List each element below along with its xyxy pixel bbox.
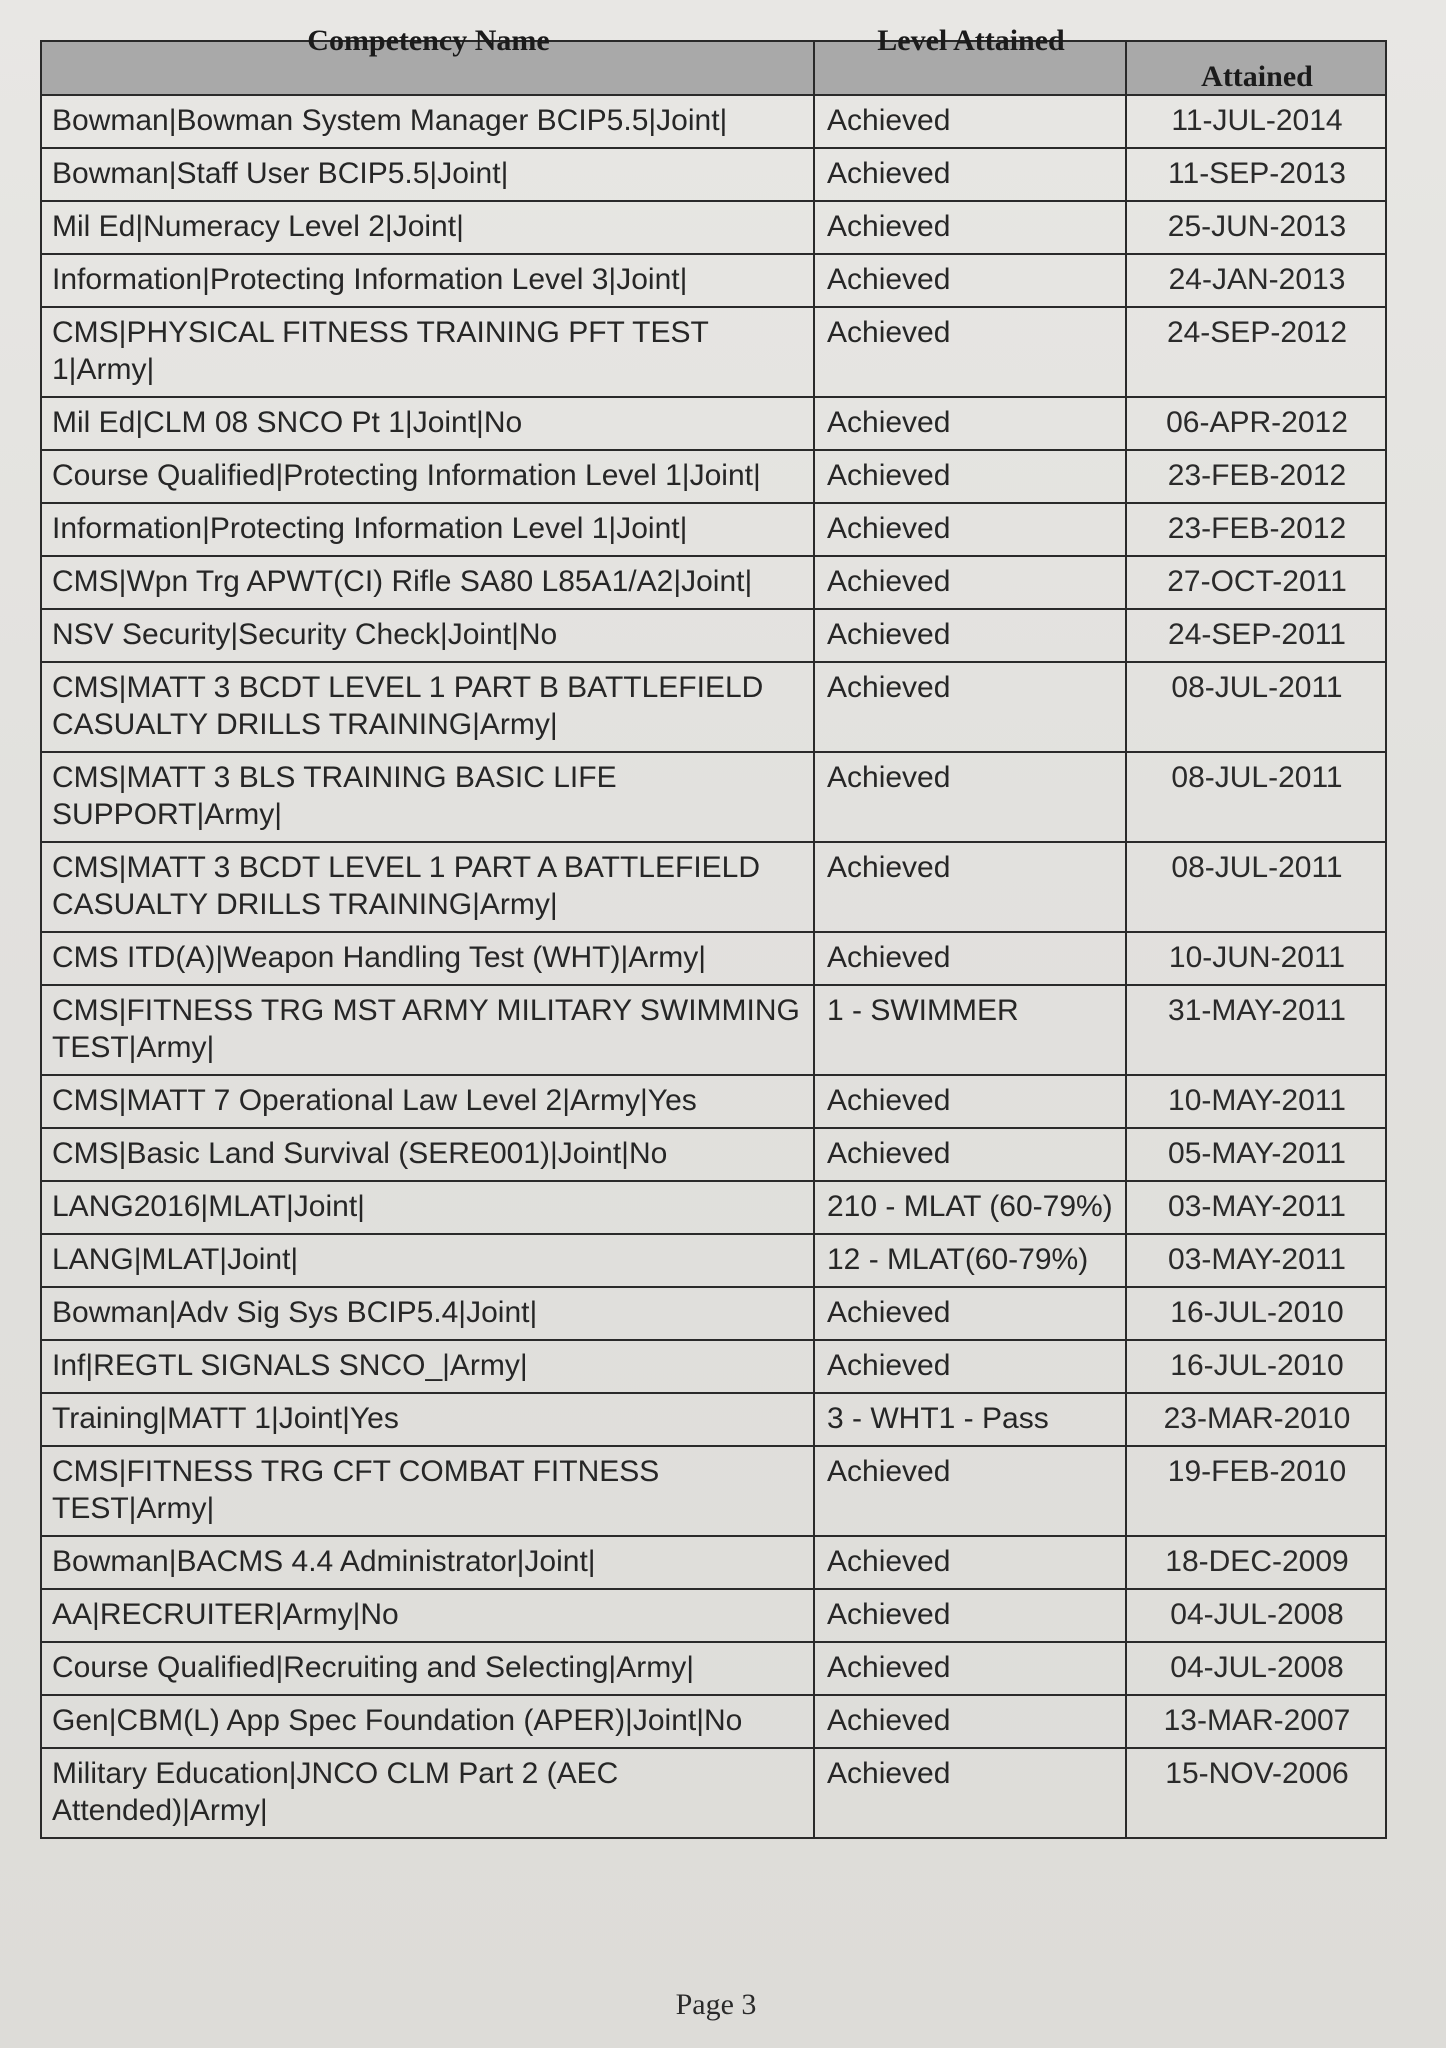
competency-name-cell: Military Education|JNCO CLM Part 2 (AEC Attended)|Army| xyxy=(41,1748,814,1838)
date-attained-cell: 03-MAY-2011 xyxy=(1126,1181,1386,1234)
level-attained-cell: Achieved xyxy=(814,95,1126,148)
header-date-attained: Attained xyxy=(1126,41,1386,95)
competency-name-cell: CMS|MATT 7 Operational Law Level 2|Army|Yes xyxy=(41,1075,814,1128)
level-attained-cell: Achieved xyxy=(814,148,1126,201)
table-header-row xyxy=(41,41,1386,95)
date-attained-cell: 03-MAY-2011 xyxy=(1126,1234,1386,1287)
table-row xyxy=(41,985,1386,1075)
competency-table xyxy=(40,24,1387,1839)
table-row xyxy=(41,307,1386,397)
level-attained-cell: Achieved xyxy=(814,1695,1126,1748)
date-attained-cell: 16-JUL-2010 xyxy=(1126,1287,1386,1340)
table-row xyxy=(41,1128,1386,1181)
competency-name-cell: Bowman|Adv Sig Sys BCIP5.4|Joint| xyxy=(41,1287,814,1340)
level-attained-cell: Achieved xyxy=(814,1748,1126,1838)
competency-name-cell: CMS|MATT 3 BCDT LEVEL 1 PART B BATTLEFIELD CASUALTY DRILLS TRAINING|Army| xyxy=(41,662,814,752)
competency-name-cell: Bowman|Bowman System Manager BCIP5.5|Joint| xyxy=(41,95,814,148)
level-attained-cell: Achieved xyxy=(814,1446,1126,1536)
level-attained-cell: Achieved xyxy=(814,1340,1126,1393)
date-attained-cell: 24-SEP-2012 xyxy=(1126,307,1386,397)
date-attained-cell: 08-JUL-2011 xyxy=(1126,842,1386,932)
table-row xyxy=(41,609,1386,662)
table-row xyxy=(41,1695,1386,1748)
header-competency-name-text: Competency Name xyxy=(307,24,550,57)
level-attained-cell: 12 - MLAT(60-79%) xyxy=(814,1234,1126,1287)
table-body xyxy=(41,95,1386,1838)
level-attained-cell: Achieved xyxy=(814,1287,1126,1340)
header-competency-name xyxy=(41,24,814,95)
date-attained-cell: 06-APR-2012 xyxy=(1126,397,1386,450)
level-attained-cell: Achieved xyxy=(814,307,1126,397)
level-attained-cell: Achieved xyxy=(814,254,1126,307)
competency-name-cell: CMS|Wpn Trg APWT(CI) Rifle SA80 L85A1/A2|Joint| xyxy=(41,556,814,609)
table-row xyxy=(41,1536,1386,1589)
date-attained-cell: 25-JUN-2013 xyxy=(1126,201,1386,254)
competency-name-cell: Training|MATT 1|Joint|Yes xyxy=(41,1393,814,1446)
table-row xyxy=(41,556,1386,609)
date-attained-cell: 18-DEC-2009 xyxy=(1126,1536,1386,1589)
level-attained-cell: Achieved xyxy=(814,397,1126,450)
date-attained-cell: 11-JUL-2014 xyxy=(1126,95,1386,148)
table-row xyxy=(41,254,1386,307)
level-attained-cell: Achieved xyxy=(814,1536,1126,1589)
date-attained-cell: 10-JUN-2011 xyxy=(1126,932,1386,985)
date-attained-cell: 13-MAR-2007 xyxy=(1126,1695,1386,1748)
competency-name-cell: CMS|MATT 3 BCDT LEVEL 1 PART A BATTLEFIELD CASUALTY DRILLS TRAINING|Army| xyxy=(41,842,814,932)
competency-name-cell: CMS|FITNESS TRG CFT COMBAT FITNESS TEST|Army| xyxy=(41,1446,814,1536)
competency-name-cell: CMS|FITNESS TRG MST ARMY MILITARY SWIMMING TEST|Army| xyxy=(41,985,814,1075)
date-attained-cell: 19-FEB-2010 xyxy=(1126,1446,1386,1536)
date-attained-cell: 10-MAY-2011 xyxy=(1126,1075,1386,1128)
level-attained-cell: Achieved xyxy=(814,1128,1126,1181)
competency-name-cell: AA|RECRUITER|Army|No xyxy=(41,1589,814,1642)
date-attained-cell: 05-MAY-2011 xyxy=(1126,1128,1386,1181)
level-attained-cell: 1 - SWIMMER xyxy=(814,985,1126,1075)
date-attained-cell: 11-SEP-2013 xyxy=(1126,148,1386,201)
level-attained-cell: Achieved xyxy=(814,932,1126,985)
level-attained-cell: Achieved xyxy=(814,556,1126,609)
table-row xyxy=(41,662,1386,752)
competency-name-cell: Course Qualified|Protecting Information Level 1|Joint| xyxy=(41,450,814,503)
competency-table-wrapper xyxy=(40,24,1385,1839)
date-attained-cell: 04-JUL-2008 xyxy=(1126,1589,1386,1642)
competency-name-cell: CMS|PHYSICAL FITNESS TRAINING PFT TEST 1|Army| xyxy=(41,307,814,397)
date-attained-cell: 08-JUL-2011 xyxy=(1126,662,1386,752)
table-row xyxy=(41,932,1386,985)
competency-name-cell: CMS ITD(A)|Weapon Handling Test (WHT)|Army| xyxy=(41,932,814,985)
table-row xyxy=(41,503,1386,556)
level-attained-cell: Achieved xyxy=(814,201,1126,254)
table-row xyxy=(41,201,1386,254)
competency-name-cell: LANG|MLAT|Joint| xyxy=(41,1234,814,1287)
date-attained-cell: 24-JAN-2013 xyxy=(1126,254,1386,307)
competency-name-cell: Course Qualified|Recruiting and Selecting|Army| xyxy=(41,1642,814,1695)
level-attained-cell: Achieved xyxy=(814,1642,1126,1695)
table-row xyxy=(41,95,1386,148)
level-attained-cell: Achieved xyxy=(814,450,1126,503)
table-row xyxy=(41,842,1386,932)
table-row xyxy=(41,1181,1386,1234)
table-row xyxy=(41,1234,1386,1287)
level-attained-cell: 210 - MLAT (60-79%) xyxy=(814,1181,1126,1234)
competency-name-cell: CMS|MATT 3 BLS TRAINING BASIC LIFE SUPPORT|Army| xyxy=(41,752,814,842)
page-number: Page 3 xyxy=(675,1988,757,2021)
date-attained-cell: 31-MAY-2011 xyxy=(1126,985,1386,1075)
competency-name-cell: NSV Security|Security Check|Joint|No xyxy=(41,609,814,662)
date-attained-cell: 16-JUL-2010 xyxy=(1126,1340,1386,1393)
competency-name-cell: Inf|REGTL SIGNALS SNCO_|Army| xyxy=(41,1340,814,1393)
level-attained-cell: Achieved xyxy=(814,609,1126,662)
competency-name-cell: CMS|Basic Land Survival (SERE001)|Joint|No xyxy=(41,1128,814,1181)
level-attained-cell: Achieved xyxy=(814,752,1126,842)
table-row xyxy=(41,1340,1386,1393)
date-attained-cell: 27-OCT-2011 xyxy=(1126,556,1386,609)
level-attained-cell: Achieved xyxy=(814,1075,1126,1128)
date-attained-cell: 15-NOV-2006 xyxy=(1126,1748,1386,1838)
table-row xyxy=(41,1075,1386,1128)
competency-name-cell: Information|Protecting Information Level 3|Joint| xyxy=(41,254,814,307)
competency-name-cell: Bowman|BACMS 4.4 Administrator|Joint| xyxy=(41,1536,814,1589)
level-attained-cell: Achieved xyxy=(814,1589,1126,1642)
competency-name-cell: Mil Ed|Numeracy Level 2|Joint| xyxy=(41,201,814,254)
competency-name-cell: Gen|CBM(L) App Spec Foundation (APER)|Joint|No xyxy=(41,1695,814,1748)
date-attained-cell: 08-JUL-2011 xyxy=(1126,752,1386,842)
table-row xyxy=(41,1393,1386,1446)
header-level-attained xyxy=(814,24,1126,95)
table-row xyxy=(41,148,1386,201)
date-attained-cell: 23-FEB-2012 xyxy=(1126,450,1386,503)
level-attained-cell: Achieved xyxy=(814,842,1126,932)
date-attained-cell: 24-SEP-2011 xyxy=(1126,609,1386,662)
level-attained-cell: Achieved xyxy=(814,662,1126,752)
table-row xyxy=(41,1642,1386,1695)
date-attained-cell: 23-MAR-2010 xyxy=(1126,1393,1386,1446)
competency-name-cell: Information|Protecting Information Level 1|Joint| xyxy=(41,503,814,556)
table-row xyxy=(41,1748,1386,1838)
table-row xyxy=(41,397,1386,450)
date-attained-cell: 04-JUL-2008 xyxy=(1126,1642,1386,1695)
table-row xyxy=(41,450,1386,503)
table-row xyxy=(41,1287,1386,1340)
level-attained-cell: 3 - WHT1 - Pass xyxy=(814,1393,1126,1446)
level-attained-cell: Achieved xyxy=(814,503,1126,556)
competency-name-cell: Mil Ed|CLM 08 SNCO Pt 1|Joint|No xyxy=(41,397,814,450)
date-attained-cell: 23-FEB-2012 xyxy=(1126,503,1386,556)
table-row xyxy=(41,1589,1386,1642)
header-level-attained-text: Level Attained xyxy=(877,24,1065,57)
table-row xyxy=(41,1446,1386,1536)
table-row xyxy=(41,752,1386,842)
competency-name-cell: Bowman|Staff User BCIP5.5|Joint| xyxy=(41,148,814,201)
competency-name-cell: LANG2016|MLAT|Joint| xyxy=(41,1181,814,1234)
